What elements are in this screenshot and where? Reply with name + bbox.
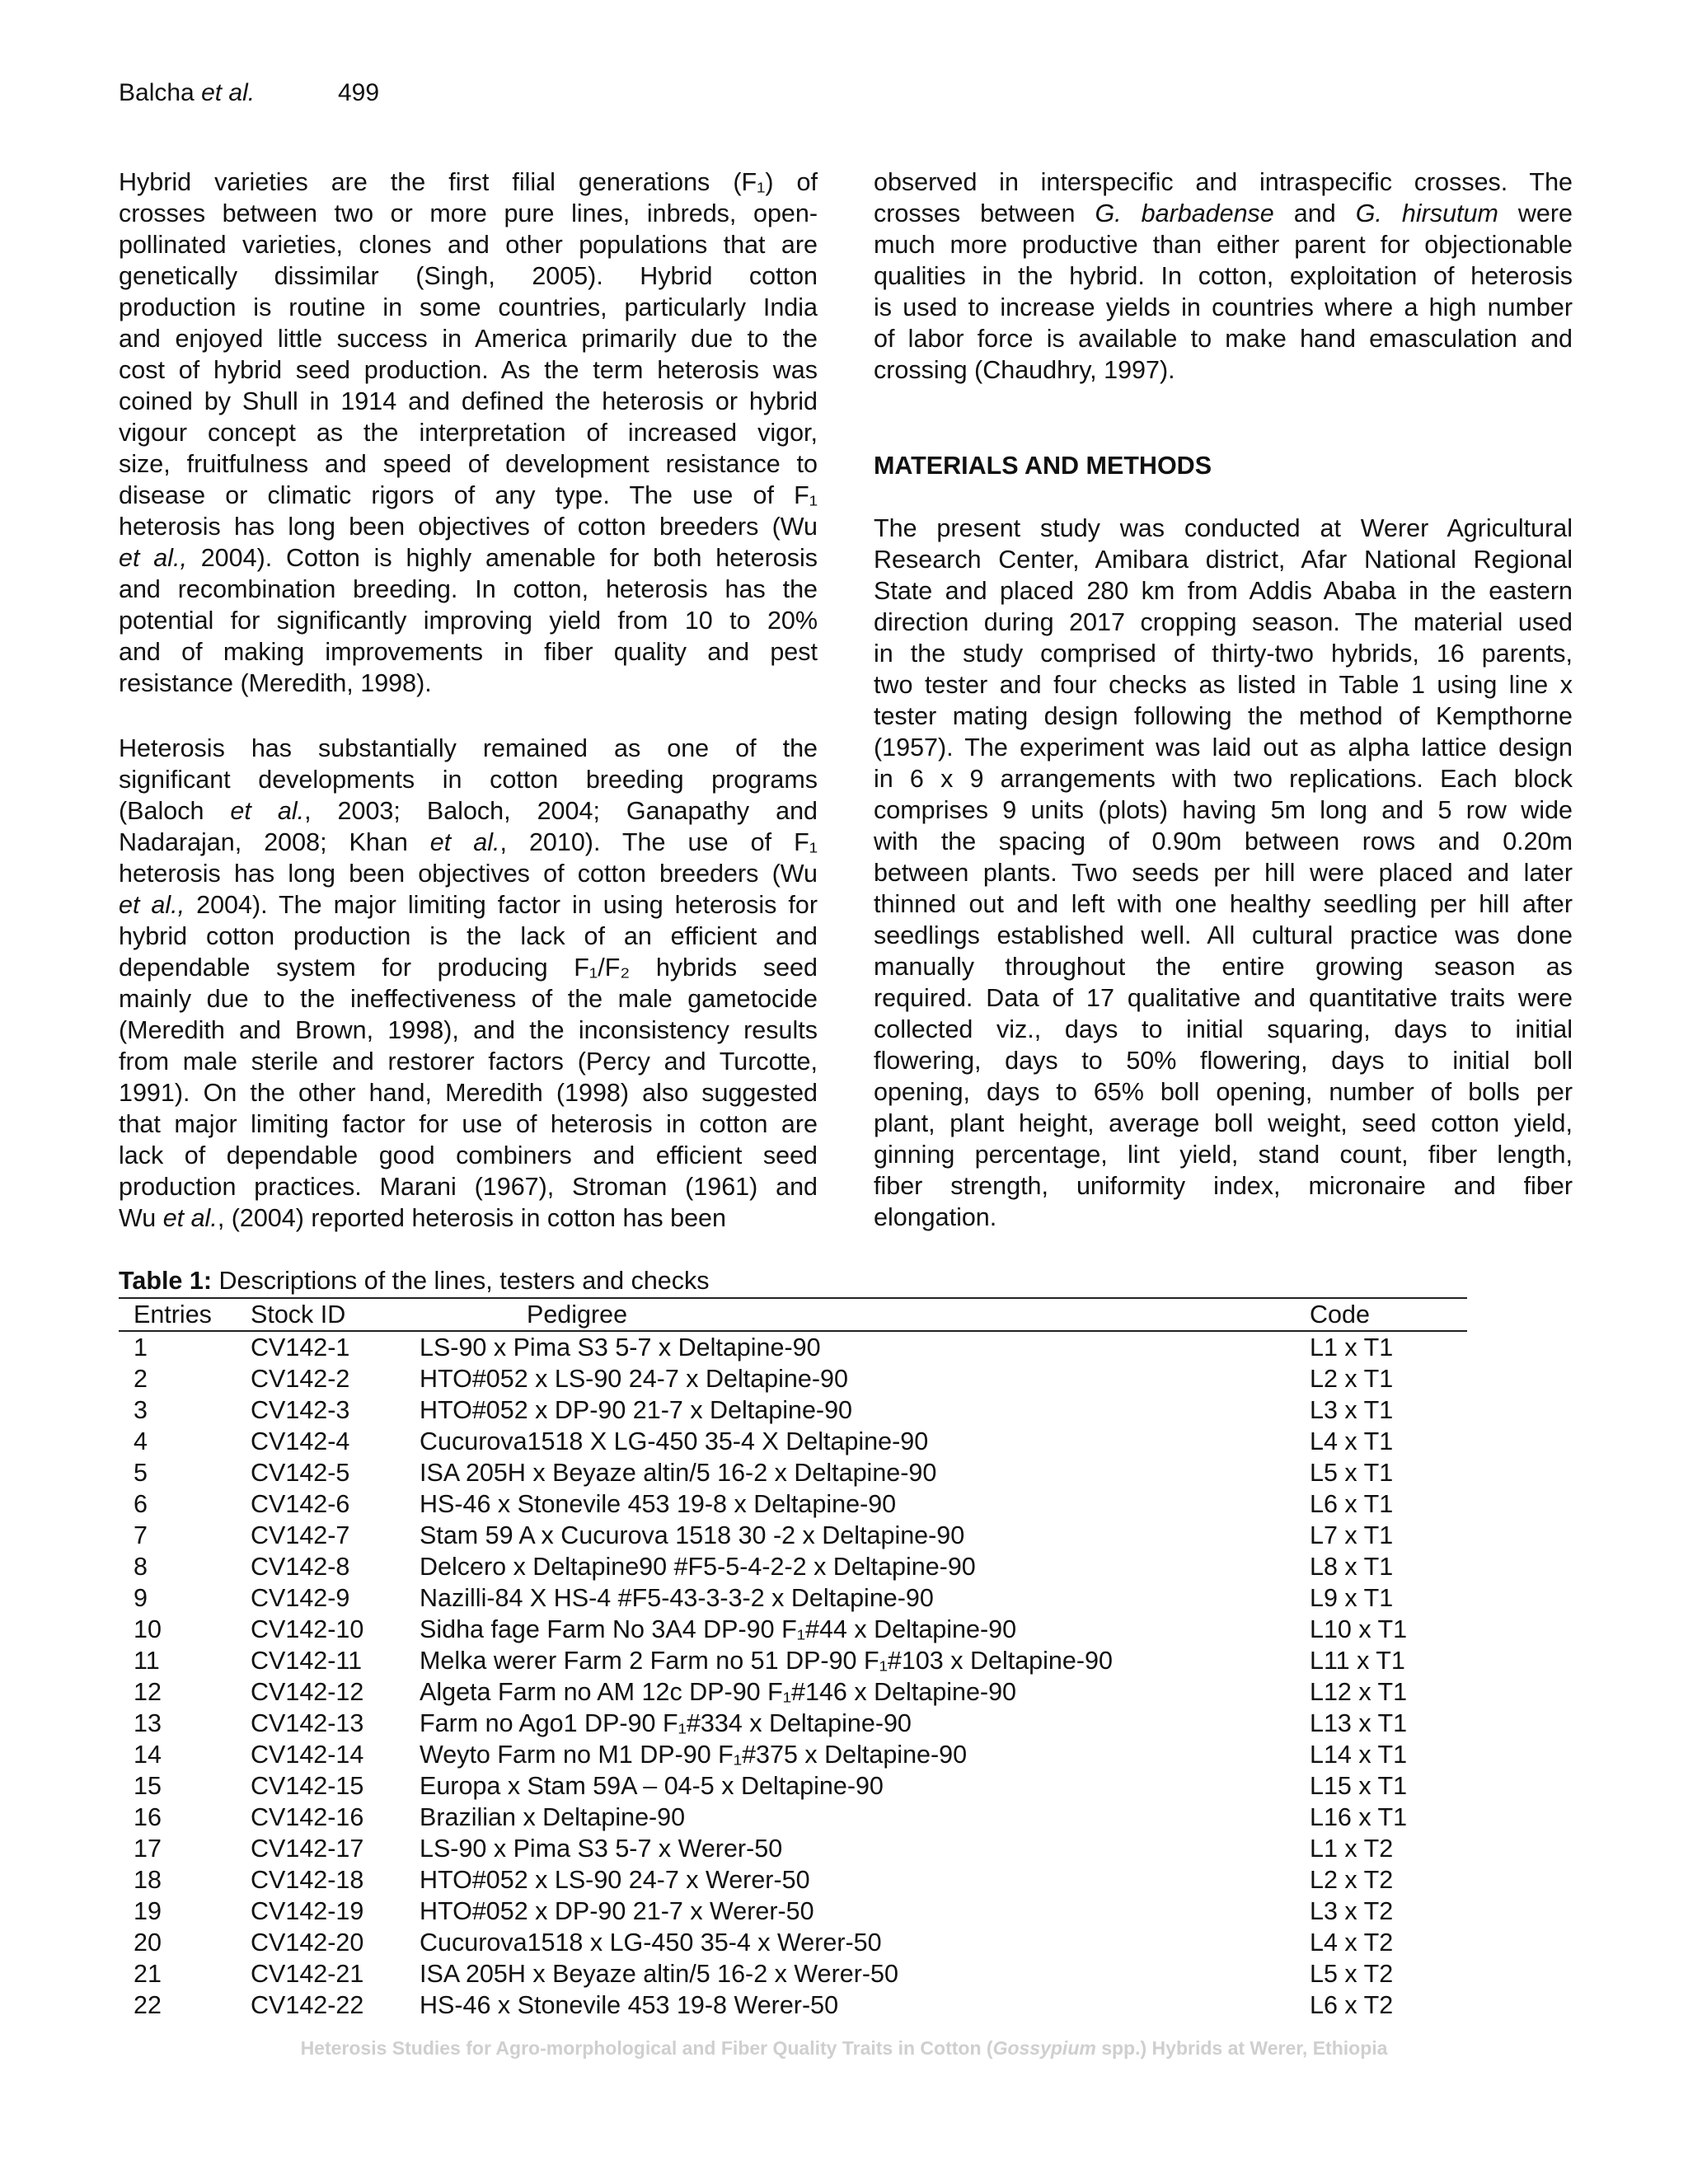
text-line: in 6 x 9 arrangements with two replications. Each block bbox=[874, 765, 1573, 793]
text-segment: Nadarajan, 2008; Khan bbox=[119, 828, 430, 856]
text-line: ginning percentage, lint yield, stand count, fiber length, bbox=[874, 1141, 1573, 1169]
text-line: size, fruitfulness and speed of development resistance to bbox=[119, 450, 818, 478]
table-row bbox=[119, 1394, 1467, 1426]
text-line: required. Data of 17 qualitative and quantitative traits were bbox=[874, 984, 1573, 1012]
cell-entry: 19 bbox=[134, 1897, 162, 1925]
cell-stock-id: CV142-16 bbox=[251, 1803, 364, 1831]
text-line: direction during 2017 cropping season. The material used bbox=[874, 608, 1573, 636]
cell-entry: 17 bbox=[134, 1835, 162, 1863]
cell-stock-id: CV142-8 bbox=[251, 1553, 350, 1581]
cell-stock-id: CV142-12 bbox=[251, 1678, 364, 1706]
text-line: flowering, days to 50% flowering, days to initial boll bbox=[874, 1047, 1573, 1075]
cell-pedigree: Cucurova1518 x LG-450 35-4 x Werer-50 bbox=[420, 1929, 882, 1957]
table-row bbox=[119, 1990, 1467, 2021]
text-line: collected viz., days to initial squaring, days to initial bbox=[874, 1015, 1573, 1043]
cell-code: L12 x T1 bbox=[1310, 1678, 1408, 1706]
cell-entry: 5 bbox=[134, 1459, 148, 1487]
text-line: (1957). The experiment was laid out as alpha lattice design bbox=[874, 733, 1573, 762]
cell-entry: 7 bbox=[134, 1521, 148, 1549]
cell-pedigree: HS-46 x Stonevile 453 19-8 x Deltapine-90 bbox=[420, 1490, 897, 1518]
table-row bbox=[119, 1551, 1467, 1582]
col-header-code: Code bbox=[1310, 1301, 1370, 1329]
table-caption-label: Table 1: bbox=[119, 1267, 212, 1295]
text-line: resistance (Meredith, 1998). bbox=[119, 669, 432, 697]
text-line: heterosis has long been objectives of cotton breeders (Wu bbox=[119, 513, 818, 541]
text-line: genetically dissimilar (Singh, 2005). Hybrid cotton bbox=[119, 262, 818, 290]
text-line: qualities in the hybrid. In cotton, exploitation of heterosis bbox=[874, 262, 1573, 290]
text-line: crossing (Chaudhry, 1997). bbox=[874, 356, 1175, 384]
cell-code: L3 x T1 bbox=[1310, 1396, 1394, 1424]
cell-entry: 13 bbox=[134, 1709, 162, 1737]
col-header-pedigree: Pedigree bbox=[527, 1301, 628, 1329]
table-row bbox=[119, 1958, 1467, 1990]
italic-segment: et al., bbox=[119, 891, 185, 919]
cell-pedigree: Stam 59 A x Cucurova 1518 30 -2 x Deltapine-90 bbox=[420, 1521, 965, 1549]
cell-stock-id: CV142-10 bbox=[251, 1615, 364, 1643]
text-line: Research Center, Amibara district, Afar National Regional bbox=[874, 546, 1573, 574]
cell-entry: 11 bbox=[134, 1647, 160, 1675]
text-line: plant, plant height, average boll weight, seed cotton yield, bbox=[874, 1109, 1573, 1137]
table-row bbox=[119, 1614, 1467, 1645]
text-line: and of making improvements in fiber quality and pest bbox=[119, 638, 818, 666]
text-line: from male sterile and restorer factors (Percy and Turcotte, bbox=[119, 1047, 818, 1076]
cell-entry: 3 bbox=[134, 1396, 148, 1424]
text-segment: were bbox=[1498, 199, 1573, 227]
text-line: fiber strength, uniformity index, micronaire and fiber bbox=[874, 1172, 1573, 1200]
text-line: 1991). On the other hand, Meredith (1998) also suggested bbox=[119, 1079, 818, 1107]
cell-stock-id: CV142-5 bbox=[251, 1459, 350, 1487]
table-body bbox=[119, 1331, 1467, 2021]
text-line: heterosis has long been objectives of cotton breeders (Wu bbox=[119, 860, 818, 888]
cell-stock-id: CV142-2 bbox=[251, 1365, 350, 1393]
cell-entry: 14 bbox=[134, 1741, 162, 1769]
text-line: State and placed 280 km from Addis Ababa in the eastern bbox=[874, 577, 1573, 605]
text-line: pollinated varieties, clones and other populations that are bbox=[119, 231, 818, 259]
cell-pedigree: Nazilli-84 X HS-4 #F5-43-3-3-2 x Deltapine-90 bbox=[420, 1584, 934, 1612]
text-line: production is routine in some countries, particularly India bbox=[119, 293, 818, 321]
text-line: mainly due to the ineffectiveness of the male gametocide bbox=[119, 985, 818, 1013]
right-para-1 bbox=[874, 166, 1573, 386]
text-line: cost of hybrid seed production. As the term heterosis was bbox=[119, 356, 818, 384]
cell-code: L2 x T2 bbox=[1310, 1866, 1394, 1894]
text-line: crosses between two or more pure lines, inbreds, open- bbox=[119, 199, 818, 227]
text-line: thinned out and left with one healthy seedling per hill after bbox=[874, 890, 1573, 918]
text-segment: , (2004) reported heterosis in cotton has been bbox=[217, 1204, 726, 1232]
text-segment: crosses between bbox=[874, 199, 1095, 227]
text-line: vigour concept as the interpretation of increased vigor, bbox=[119, 419, 818, 447]
cell-entry: 10 bbox=[134, 1615, 162, 1643]
left-para-2 bbox=[119, 733, 818, 1234]
cell-pedigree: Delcero x Deltapine90 #F5-5-4-2-2 x Deltapine-90 bbox=[420, 1553, 976, 1581]
cell-stock-id: CV142-17 bbox=[251, 1835, 364, 1863]
page-number: 499 bbox=[338, 79, 380, 106]
cell-stock-id: CV142-11 bbox=[251, 1647, 363, 1675]
text-segment: 2004). Cotton is highly amenable for both heterosis bbox=[186, 544, 818, 572]
cell-entry: 21 bbox=[134, 1960, 162, 1988]
cell-code: L8 x T1 bbox=[1310, 1553, 1394, 1581]
cell-pedigree: Brazilian x Deltapine-90 bbox=[420, 1803, 686, 1831]
cell-code: L15 x T1 bbox=[1310, 1772, 1408, 1800]
header-author: Balcha bbox=[119, 79, 195, 106]
text-segment: , 2010). The use of F₁ bbox=[499, 828, 818, 856]
cell-stock-id: CV142-21 bbox=[251, 1960, 364, 1988]
text-line bbox=[874, 198, 1573, 229]
text-line: seedlings established well. All cultural practice was done bbox=[874, 921, 1573, 949]
cell-entry: 22 bbox=[134, 1991, 162, 2019]
section-heading: MATERIALS AND METHODS bbox=[874, 452, 1212, 480]
table-row bbox=[119, 1708, 1467, 1739]
table-row bbox=[119, 1802, 1467, 1833]
text-line: dependable system for producing F₁/F₂ hybrids seed bbox=[119, 954, 818, 982]
cell-pedigree: Farm no Ago1 DP-90 F₁#334 x Deltapine-90 bbox=[420, 1709, 912, 1737]
italic-segment: et al. bbox=[162, 1204, 218, 1232]
text-line: manually throughout the entire growing season as bbox=[874, 953, 1573, 981]
descriptions-table bbox=[119, 1297, 1467, 2021]
table-row bbox=[119, 1488, 1467, 1520]
cell-pedigree: HS-46 x Stonevile 453 19-8 Werer-50 bbox=[420, 1991, 839, 2019]
text-line: two tester and four checks as listed in Table 1 using line x bbox=[874, 671, 1573, 699]
text-line: hybrid cotton production is the lack of an efficient and bbox=[119, 922, 818, 950]
cell-code: L2 x T1 bbox=[1310, 1365, 1394, 1393]
text-segment: , 2003; Baloch, 2004; Ganapathy and bbox=[304, 797, 818, 825]
footer-text-start: Heterosis Studies for Agro-morphological and Fiber Quality Traits in Cotton ( bbox=[300, 2037, 993, 2059]
cell-pedigree: LS-90 x Pima S3 5-7 x Werer-50 bbox=[420, 1835, 783, 1863]
cell-code: L7 x T1 bbox=[1310, 1521, 1394, 1549]
text-line: is used to increase yields in countries where a high number bbox=[874, 293, 1573, 321]
text-line: (Meredith and Brown, 1998), and the inconsistency results bbox=[119, 1016, 818, 1044]
text-line: of labor force is available to make hand emasculation and bbox=[874, 325, 1573, 353]
cell-pedigree: HTO#052 x DP-90 21-7 x Werer-50 bbox=[420, 1897, 814, 1925]
left-para-1 bbox=[119, 166, 818, 699]
table-row bbox=[119, 1896, 1467, 1927]
footer-title bbox=[0, 2037, 1688, 2060]
cell-stock-id: CV142-6 bbox=[251, 1490, 350, 1518]
table-row bbox=[119, 1426, 1467, 1457]
table-row bbox=[119, 1363, 1467, 1394]
text-line bbox=[119, 827, 818, 858]
cell-pedigree: Sidha fage Farm No 3A4 DP-90 F₁#44 x Deltapine-90 bbox=[420, 1615, 1017, 1643]
italic-segment: et al., bbox=[119, 544, 187, 572]
text-line: observed in interspecific and intraspecific crosses. The bbox=[874, 168, 1573, 196]
text-segment: 2004). The major limiting factor in using heterosis for bbox=[185, 891, 818, 919]
table-row bbox=[119, 1520, 1467, 1551]
cell-code: L5 x T2 bbox=[1310, 1960, 1394, 1988]
table-row bbox=[119, 1833, 1467, 1864]
text-line: with the spacing of 0.90m between rows and 0.20m bbox=[874, 827, 1573, 855]
table-row bbox=[119, 1457, 1467, 1488]
text-line: elongation. bbox=[874, 1203, 997, 1231]
cell-pedigree: Melka werer Farm 2 Farm no 51 DP-90 F₁#103 x Deltapine-90 bbox=[420, 1647, 1113, 1675]
cell-stock-id: CV142-20 bbox=[251, 1929, 364, 1957]
text-line: much more productive than either parent for objectionable bbox=[874, 231, 1573, 259]
text-line: lack of dependable good combiners and efficient seed bbox=[119, 1141, 818, 1169]
cell-pedigree: HTO#052 x DP-90 21-7 x Deltapine-90 bbox=[420, 1396, 852, 1424]
text-line: coined by Shull in 1914 and defined the heterosis or hybrid bbox=[119, 387, 818, 415]
cell-pedigree: Cucurova1518 X LG-450 35-4 X Deltapine-90 bbox=[420, 1427, 929, 1455]
cell-code: L16 x T1 bbox=[1310, 1803, 1408, 1831]
cell-stock-id: CV142-4 bbox=[251, 1427, 350, 1455]
italic-segment: G. hirsutum bbox=[1355, 199, 1498, 227]
cell-entry: 2 bbox=[134, 1365, 148, 1393]
table-row bbox=[119, 1331, 1467, 1363]
cell-code: L13 x T1 bbox=[1310, 1709, 1408, 1737]
text-line: Heterosis has substantially remained as one of the bbox=[119, 734, 818, 762]
text-line: Hybrid varieties are the first filial generations (F₁) of bbox=[119, 168, 818, 196]
cell-code: L3 x T2 bbox=[1310, 1897, 1394, 1925]
text-line: that major limiting factor for use of heterosis in cotton are bbox=[119, 1110, 818, 1138]
text-line: in the study comprised of thirty-two hybrids, 16 parents, bbox=[874, 640, 1573, 668]
text-line: significant developments in cotton breeding programs bbox=[119, 766, 818, 794]
cell-stock-id: CV142-15 bbox=[251, 1772, 364, 1800]
col-header-entries: Entries bbox=[134, 1301, 212, 1329]
cell-entry: 16 bbox=[134, 1803, 162, 1831]
footer-text-italic: Gossypium bbox=[992, 2037, 1096, 2059]
cell-code: L1 x T1 bbox=[1310, 1333, 1394, 1361]
cell-code: L14 x T1 bbox=[1310, 1741, 1408, 1769]
italic-segment: et al. bbox=[429, 828, 500, 856]
table-row bbox=[119, 1676, 1467, 1708]
text-line: disease or climatic rigors of any type. The use of F₁ bbox=[119, 481, 818, 509]
table-header-row bbox=[119, 1298, 1467, 1331]
cell-code: L4 x T2 bbox=[1310, 1929, 1394, 1957]
cell-entry: 8 bbox=[134, 1553, 148, 1581]
text-line: The present study was conducted at Werer Agricultural bbox=[874, 514, 1573, 542]
cell-stock-id: CV142-7 bbox=[251, 1521, 350, 1549]
cell-pedigree: HTO#052 x LS-90 24-7 x Deltapine-90 bbox=[420, 1365, 848, 1393]
cell-pedigree: ISA 205H x Beyaze altin/5 16-2 x Werer-50 bbox=[420, 1960, 898, 1988]
cell-entry: 1 bbox=[134, 1333, 148, 1361]
cell-code: L4 x T1 bbox=[1310, 1427, 1394, 1455]
header-etal: et al. bbox=[201, 79, 256, 106]
cell-stock-id: CV142-14 bbox=[251, 1741, 364, 1769]
cell-pedigree: ISA 205H x Beyaze altin/5 16-2 x Deltapine-90 bbox=[420, 1459, 937, 1487]
text-line: tester mating design following the method of Kempthorne bbox=[874, 702, 1573, 730]
cell-code: L11 x T1 bbox=[1310, 1647, 1405, 1675]
cell-code: L6 x T2 bbox=[1310, 1991, 1394, 2019]
cell-code: L6 x T1 bbox=[1310, 1490, 1394, 1518]
cell-pedigree: Algeta Farm no AM 12c DP-90 F₁#146 x Deltapine-90 bbox=[420, 1678, 1017, 1706]
text-line bbox=[119, 542, 818, 574]
cell-entry: 20 bbox=[134, 1929, 162, 1957]
cell-code: L9 x T1 bbox=[1310, 1584, 1394, 1612]
text-line: and enjoyed little success in America primarily due to the bbox=[119, 325, 818, 353]
footer-text-end: spp.) Hybrids at Werer, Ethiopia bbox=[1095, 2037, 1388, 2059]
text-line: potential for significantly improving yield from 10 to 20% bbox=[119, 607, 818, 635]
text-line: comprises 9 units (plots) having 5m long and 5 row wide bbox=[874, 796, 1573, 824]
table-row bbox=[119, 1864, 1467, 1896]
text-line: opening, days to 65% boll opening, number of bolls per bbox=[874, 1078, 1573, 1106]
text-line: production practices. Marani (1967), Stroman (1961) and bbox=[119, 1173, 818, 1201]
right-para-2 bbox=[874, 513, 1573, 1233]
cell-pedigree: LS-90 x Pima S3 5-7 x Deltapine-90 bbox=[420, 1333, 821, 1361]
cell-stock-id: CV142-19 bbox=[251, 1897, 364, 1925]
cell-stock-id: CV142-13 bbox=[251, 1709, 364, 1737]
cell-entry: 6 bbox=[134, 1490, 148, 1518]
text-segment: and bbox=[1273, 199, 1356, 227]
cell-pedigree: Europa x Stam 59A – 04-5 x Deltapine-90 bbox=[420, 1772, 884, 1800]
text-line: and recombination breeding. In cotton, heterosis has the bbox=[119, 575, 818, 603]
cell-entry: 4 bbox=[134, 1427, 148, 1455]
table-row bbox=[119, 1739, 1467, 1770]
cell-entry: 18 bbox=[134, 1866, 162, 1894]
cell-stock-id: CV142-18 bbox=[251, 1866, 364, 1894]
running-header bbox=[119, 79, 255, 107]
cell-code: L5 x T1 bbox=[1310, 1459, 1394, 1487]
table-row bbox=[119, 1927, 1467, 1958]
cell-stock-id: CV142-3 bbox=[251, 1396, 350, 1424]
cell-entry: 12 bbox=[134, 1678, 162, 1706]
table-row bbox=[119, 1770, 1467, 1802]
cell-entry: 15 bbox=[134, 1772, 162, 1800]
table-row bbox=[119, 1645, 1467, 1676]
text-line bbox=[119, 1202, 818, 1234]
text-line bbox=[119, 795, 818, 827]
cell-stock-id: CV142-9 bbox=[251, 1584, 350, 1612]
text-segment: (Baloch bbox=[119, 797, 231, 825]
table-row bbox=[119, 1582, 1467, 1614]
text-segment: Wu bbox=[119, 1204, 163, 1232]
table-caption bbox=[119, 1265, 710, 1296]
italic-segment: et al. bbox=[230, 797, 305, 825]
cell-entry: 9 bbox=[134, 1584, 148, 1612]
text-line: between plants. Two seeds per hill were placed and later bbox=[874, 859, 1573, 887]
cell-pedigree: HTO#052 x LS-90 24-7 x Werer-50 bbox=[420, 1866, 810, 1894]
text-line bbox=[119, 889, 818, 921]
cell-stock-id: CV142-1 bbox=[251, 1333, 350, 1361]
cell-code: L10 x T1 bbox=[1310, 1615, 1408, 1643]
col-header-stock-id: Stock ID bbox=[251, 1301, 346, 1329]
cell-pedigree: Weyto Farm no M1 DP-90 F₁#375 x Deltapine-90 bbox=[420, 1741, 968, 1769]
table-caption-text: Descriptions of the lines, testers and checks bbox=[212, 1267, 710, 1295]
italic-segment: G. barbadense bbox=[1095, 199, 1274, 227]
cell-stock-id: CV142-22 bbox=[251, 1991, 364, 2019]
cell-code: L1 x T2 bbox=[1310, 1835, 1394, 1863]
